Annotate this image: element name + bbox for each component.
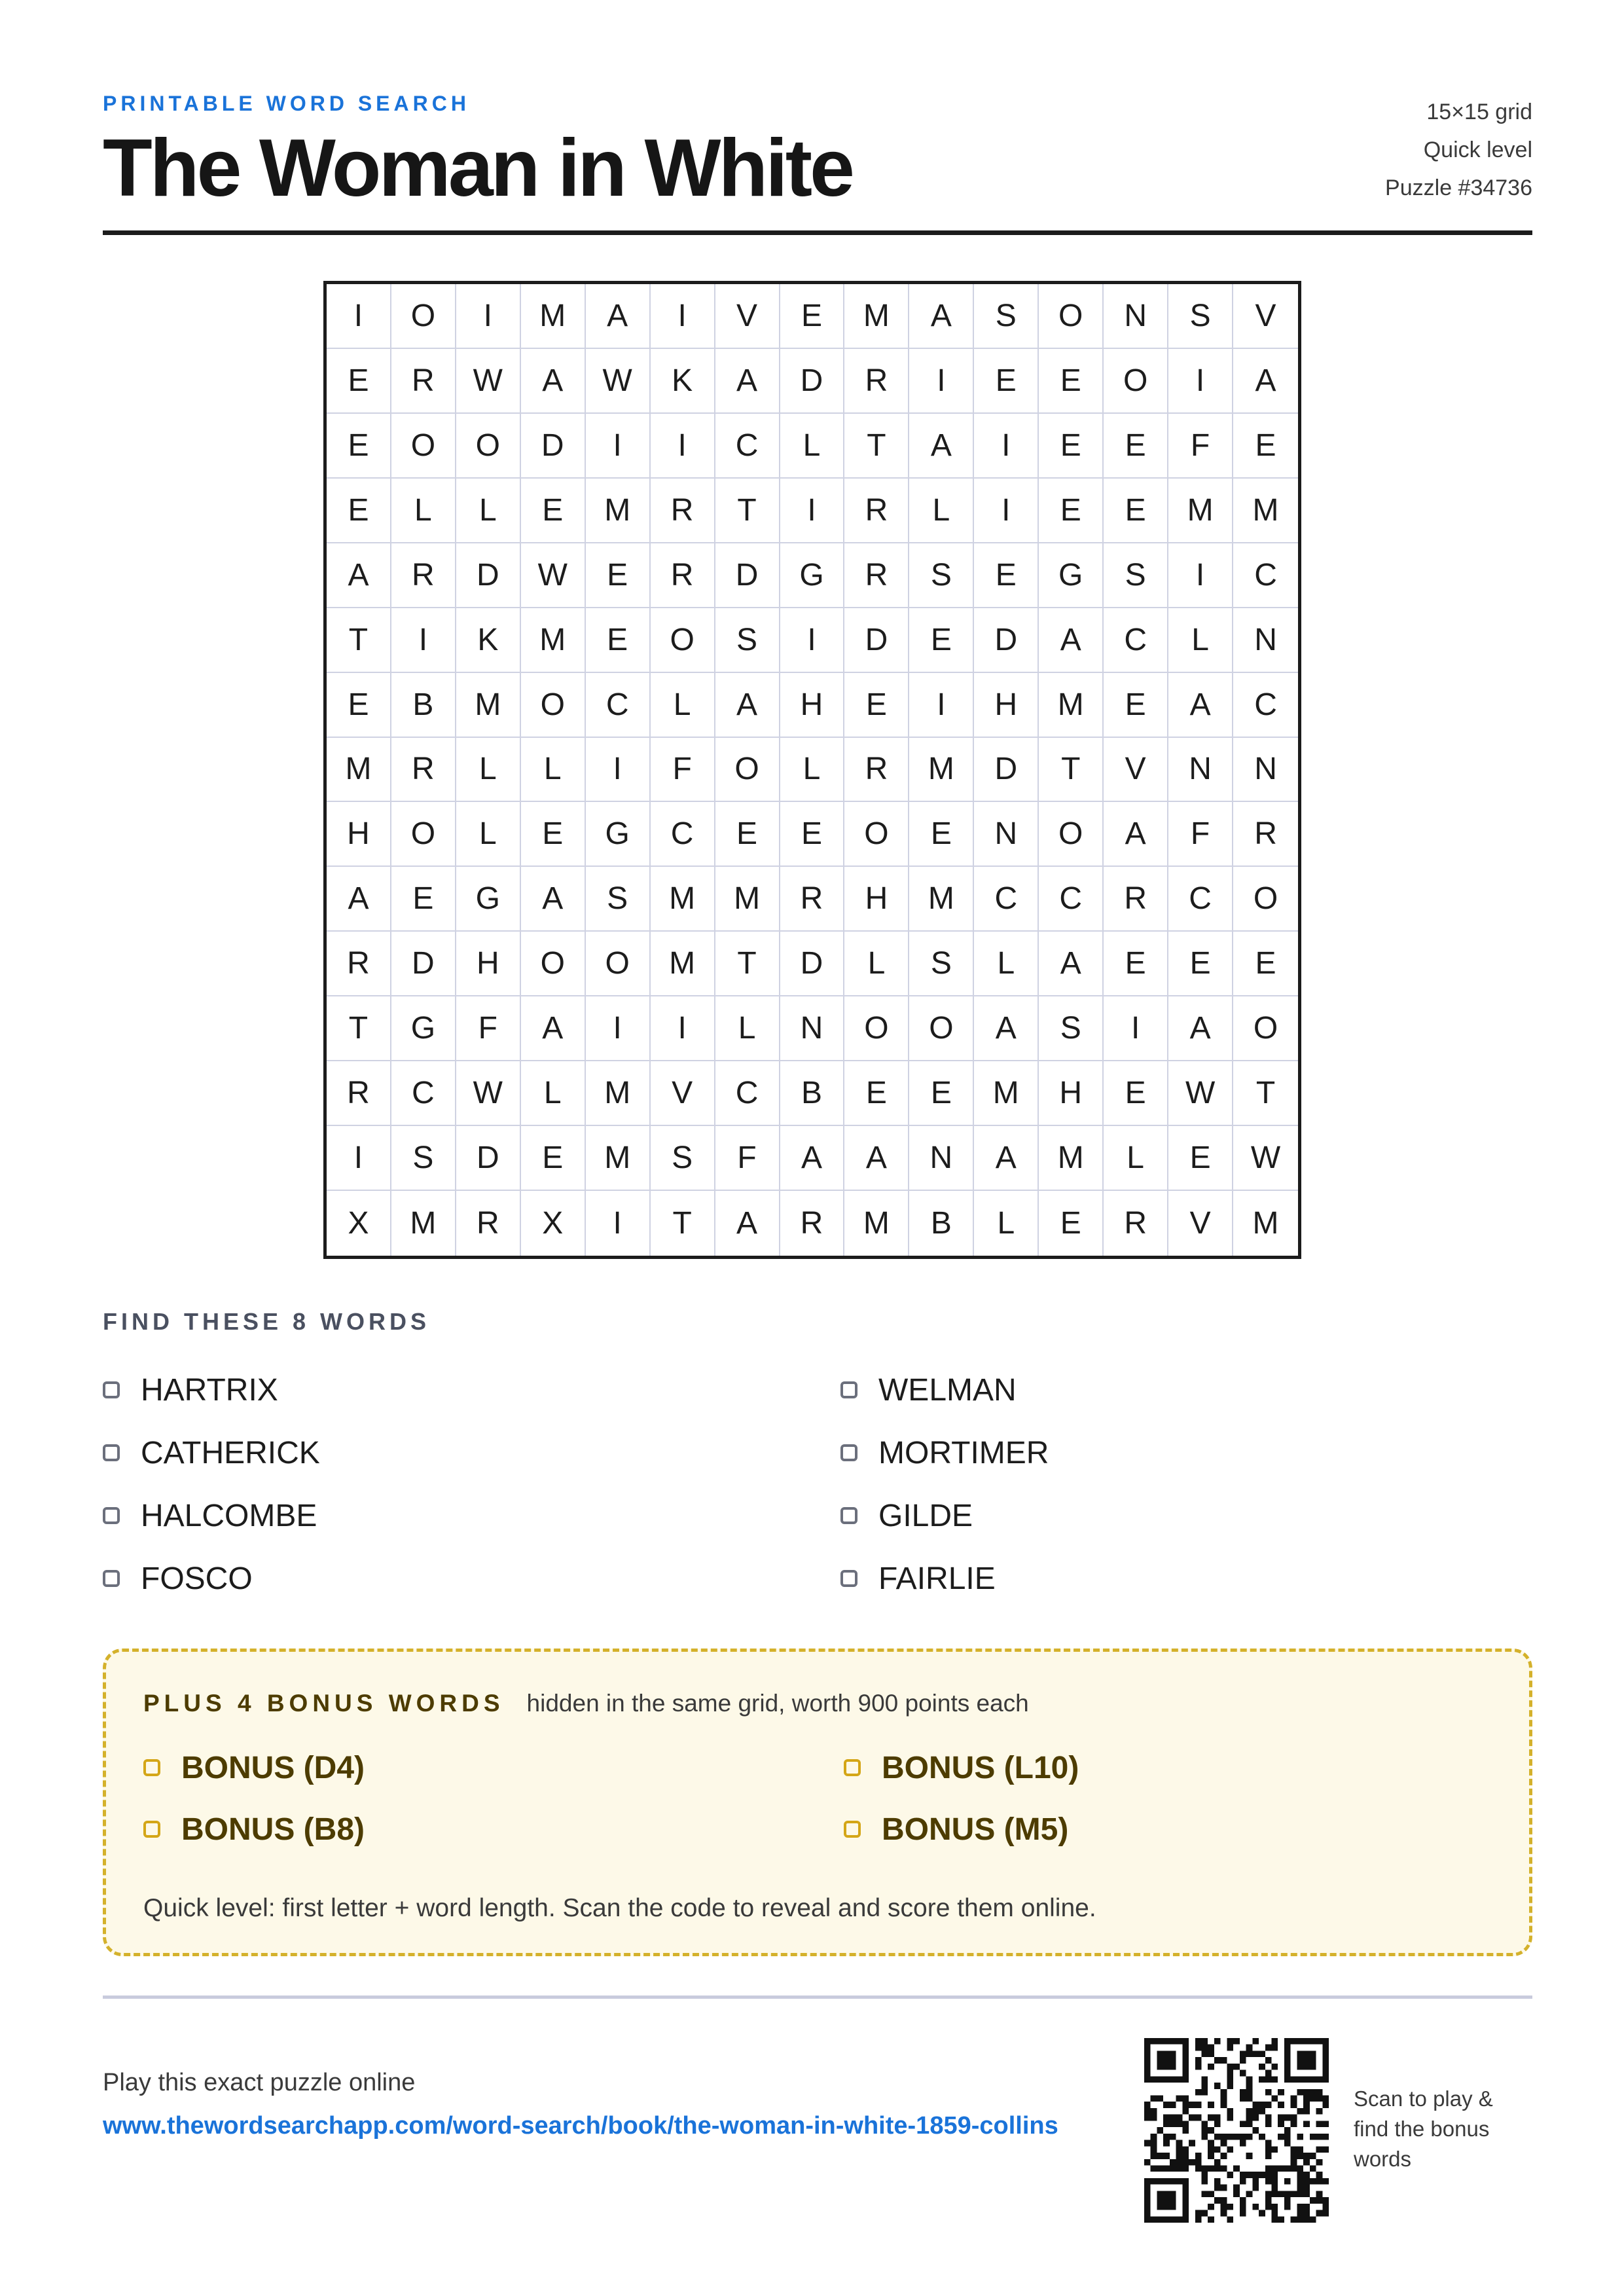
grid-cell[interactable]: M bbox=[586, 1126, 651, 1191]
grid-cell[interactable]: K bbox=[651, 349, 715, 414]
grid-cell[interactable]: M bbox=[521, 608, 586, 673]
page-title: The Woman in White bbox=[103, 123, 852, 213]
grid-cell[interactable]: M bbox=[1252, 1206, 1279, 1241]
grid-cell[interactable]: S bbox=[715, 608, 780, 673]
grid-cell[interactable]: R bbox=[391, 349, 456, 414]
grid-cell[interactable]: E bbox=[974, 349, 1039, 414]
grid-cell[interactable]: C bbox=[1233, 543, 1298, 608]
checkbox-icon[interactable] bbox=[844, 1821, 861, 1838]
word-item[interactable] bbox=[103, 1484, 476, 1547]
word-label: CATHERICK bbox=[141, 1435, 320, 1470]
grid-cell[interactable]: M bbox=[974, 1061, 1039, 1126]
grid-cell[interactable]: A bbox=[1104, 802, 1168, 867]
grid-cell[interactable]: M bbox=[586, 1061, 651, 1126]
grid-cell[interactable]: O bbox=[391, 284, 456, 349]
grid-cell[interactable]: H bbox=[456, 932, 521, 996]
grid-cell[interactable]: O bbox=[1039, 802, 1104, 867]
grid-cell[interactable]: E bbox=[586, 543, 651, 608]
grid-cell[interactable]: E bbox=[1168, 1126, 1233, 1191]
grid-cell[interactable]: R bbox=[391, 543, 456, 608]
grid-cell[interactable]: V bbox=[715, 284, 780, 349]
grid-cell[interactable]: A bbox=[974, 1126, 1039, 1191]
grid-cell[interactable]: L bbox=[715, 996, 780, 1061]
grid-cell[interactable]: H bbox=[1039, 1061, 1104, 1126]
grid-cell[interactable]: E bbox=[327, 479, 391, 543]
checkbox-icon[interactable] bbox=[840, 1507, 857, 1524]
grid-cell[interactable]: D bbox=[780, 349, 845, 414]
grid-cell[interactable]: I bbox=[586, 996, 651, 1061]
grid-cell[interactable]: N bbox=[909, 1126, 974, 1191]
bonus-item[interactable] bbox=[844, 1798, 1367, 1860]
grid-cell[interactable]: M bbox=[1168, 479, 1233, 543]
grid-cell[interactable]: E bbox=[521, 1126, 586, 1191]
word-label: FOSCO bbox=[141, 1561, 253, 1596]
grid-cell[interactable]: L bbox=[909, 479, 974, 543]
grid-cell[interactable]: X bbox=[521, 1191, 586, 1256]
grid-cell[interactable]: O bbox=[909, 996, 974, 1061]
grid-cell[interactable]: R bbox=[844, 349, 909, 414]
grid-cell[interactable]: R bbox=[327, 1061, 391, 1126]
grid-cell[interactable]: O bbox=[521, 932, 586, 996]
grid-cell[interactable]: A bbox=[521, 867, 586, 932]
grid-cell[interactable]: E bbox=[521, 802, 586, 867]
grid-cell[interactable]: R bbox=[1233, 802, 1298, 867]
grid-cell[interactable]: R bbox=[780, 867, 845, 932]
grid-cell[interactable]: L bbox=[521, 738, 586, 803]
play-online-label: Play this exact puzzle online bbox=[103, 2069, 416, 2096]
puzzle-meta bbox=[1385, 93, 1532, 207]
word-item[interactable] bbox=[840, 1421, 1214, 1484]
grid-cell[interactable]: C bbox=[1168, 867, 1233, 932]
grid-cell[interactable]: D bbox=[974, 608, 1039, 673]
grid-cell[interactable]: E bbox=[909, 802, 974, 867]
grid-cell[interactable]: A bbox=[715, 349, 780, 414]
grid-cell[interactable]: F bbox=[715, 1126, 780, 1191]
grid-cell[interactable]: O bbox=[1104, 349, 1168, 414]
grid-cell[interactable]: D bbox=[391, 932, 456, 996]
grid-cell[interactable]: L bbox=[780, 738, 845, 803]
grid-cell[interactable]: O bbox=[456, 414, 521, 479]
grid-cell[interactable]: C bbox=[715, 1061, 780, 1126]
grid-cell[interactable]: T bbox=[844, 414, 909, 479]
bonus-header bbox=[143, 1690, 1029, 1717]
grid-cell[interactable]: O bbox=[844, 802, 909, 867]
grid-cell[interactable]: R bbox=[327, 932, 391, 996]
grid-cell[interactable]: V bbox=[1233, 284, 1298, 349]
grid-cell[interactable]: F bbox=[1168, 802, 1233, 867]
qr-caption: Scan to play & find the bonus words bbox=[1354, 2086, 1493, 2171]
grid-cell[interactable]: E bbox=[521, 479, 586, 543]
grid-cell[interactable]: V bbox=[1168, 1191, 1233, 1256]
grid-cell[interactable]: E bbox=[1104, 1061, 1168, 1126]
grid-cell[interactable]: R bbox=[651, 479, 715, 543]
grid-cell[interactable]: E bbox=[844, 673, 909, 738]
grid-cell[interactable]: E bbox=[844, 1061, 909, 1126]
grid-cell[interactable]: E bbox=[1039, 479, 1104, 543]
grid-cell[interactable]: S bbox=[909, 543, 974, 608]
grid-cell[interactable]: E bbox=[391, 867, 456, 932]
checkbox-icon[interactable] bbox=[143, 1821, 160, 1838]
grid-cell[interactable]: A bbox=[844, 1126, 909, 1191]
grid-cell[interactable]: M bbox=[909, 738, 974, 803]
grid-cell[interactable]: C bbox=[974, 867, 1039, 932]
grid-cell[interactable]: O bbox=[391, 414, 456, 479]
word-label: WELMAN bbox=[878, 1372, 1017, 1408]
grid-cell[interactable]: D bbox=[456, 1126, 521, 1191]
grid-cell[interactable]: E bbox=[1233, 932, 1298, 996]
grid-cell[interactable]: S bbox=[651, 1126, 715, 1191]
checkbox-icon[interactable] bbox=[103, 1507, 120, 1524]
grid-cell[interactable]: E bbox=[1039, 1191, 1104, 1256]
word-item[interactable] bbox=[103, 1421, 476, 1484]
bonus-title: PLUS 4 BONUS WORDS bbox=[143, 1690, 505, 1717]
grid-cell[interactable]: M bbox=[844, 1191, 909, 1256]
grid-cell[interactable]: W bbox=[1233, 1126, 1298, 1191]
word-search-grid[interactable] bbox=[323, 281, 1301, 1259]
grid-cell[interactable]: L bbox=[456, 738, 521, 803]
checkbox-icon[interactable] bbox=[844, 1759, 861, 1776]
grid-cell[interactable]: M bbox=[1039, 1126, 1104, 1191]
grid-cell[interactable]: L bbox=[780, 414, 845, 479]
grid-cell[interactable]: O bbox=[586, 932, 651, 996]
grid-cell[interactable]: R bbox=[1104, 867, 1168, 932]
grid-cell[interactable]: R bbox=[651, 543, 715, 608]
word-list bbox=[103, 1358, 1049, 1610]
checkbox-icon[interactable] bbox=[103, 1381, 120, 1398]
bonus-label: BONUS (D4) bbox=[181, 1750, 365, 1785]
grid-cell[interactable]: C bbox=[586, 673, 651, 738]
grid-cell[interactable]: O bbox=[715, 738, 780, 803]
grid-cell[interactable]: E bbox=[1104, 414, 1168, 479]
grid-cell[interactable]: W bbox=[586, 349, 651, 414]
word-label: HALCOMBE bbox=[141, 1498, 317, 1533]
grid-cell[interactable]: E bbox=[780, 284, 845, 349]
grid-cell[interactable]: I bbox=[909, 349, 974, 414]
grid-cell[interactable]: I bbox=[974, 479, 1039, 543]
grid-cell[interactable]: G bbox=[391, 996, 456, 1061]
word-item[interactable] bbox=[840, 1358, 1214, 1421]
grid-cell[interactable]: A bbox=[909, 284, 974, 349]
grid-cell[interactable]: O bbox=[651, 608, 715, 673]
grid-cell[interactable]: D bbox=[521, 414, 586, 479]
bonus-list bbox=[143, 1737, 1367, 1860]
bonus-panel bbox=[103, 1649, 1532, 1956]
grid-cell[interactable]: S bbox=[1104, 543, 1168, 608]
grid-cell[interactable]: L bbox=[456, 479, 521, 543]
grid-cell[interactable]: F bbox=[651, 738, 715, 803]
grid-cell[interactable]: R bbox=[391, 738, 456, 803]
grid-cell[interactable]: E bbox=[909, 608, 974, 673]
grid-cell[interactable]: O bbox=[1233, 867, 1298, 932]
grid-cell[interactable]: I bbox=[780, 479, 845, 543]
grid-cell[interactable]: E bbox=[1039, 349, 1104, 414]
checkbox-icon[interactable] bbox=[103, 1444, 120, 1461]
grid-cell[interactable]: A bbox=[521, 996, 586, 1061]
grid-cell[interactable]: M bbox=[909, 867, 974, 932]
grid-cell[interactable]: E bbox=[327, 349, 391, 414]
grid-cell[interactable]: A bbox=[715, 673, 780, 738]
grid-cell[interactable]: E bbox=[974, 543, 1039, 608]
word-label: FAIRLIE bbox=[878, 1561, 996, 1596]
grid-cell[interactable]: G bbox=[456, 867, 521, 932]
grid-cell[interactable]: E bbox=[780, 802, 845, 867]
word-label: GILDE bbox=[878, 1498, 973, 1533]
grid-cell[interactable]: T bbox=[715, 479, 780, 543]
grid-cell[interactable]: S bbox=[909, 932, 974, 996]
word-item[interactable] bbox=[103, 1547, 476, 1610]
grid-cell[interactable]: G bbox=[586, 802, 651, 867]
grid-cell[interactable]: S bbox=[974, 284, 1039, 349]
grid-cell[interactable]: I bbox=[651, 284, 715, 349]
grid-cell[interactable]: N bbox=[1104, 284, 1168, 349]
grid-cell[interactable]: E bbox=[1104, 479, 1168, 543]
grid-cell[interactable]: H bbox=[974, 673, 1039, 738]
grid-cell[interactable]: I bbox=[1168, 349, 1233, 414]
grid-cell[interactable]: L bbox=[844, 932, 909, 996]
grid-cell[interactable]: O bbox=[844, 996, 909, 1061]
bonus-label: BONUS (M5) bbox=[882, 1812, 1069, 1847]
grid-cell[interactable]: T bbox=[1039, 738, 1104, 803]
grid-cell[interactable]: L bbox=[391, 479, 456, 543]
grid-cell[interactable]: A bbox=[974, 996, 1039, 1061]
grid-cell[interactable]: M bbox=[1039, 673, 1104, 738]
grid-cell[interactable]: I bbox=[1104, 996, 1168, 1061]
grid-cell[interactable]: E bbox=[586, 608, 651, 673]
grid-cell[interactable]: O bbox=[1039, 284, 1104, 349]
header-divider bbox=[103, 230, 1532, 235]
grid-cell[interactable]: L bbox=[1104, 1126, 1168, 1191]
grid-cell[interactable]: C bbox=[391, 1061, 456, 1126]
bonus-item[interactable] bbox=[844, 1737, 1367, 1798]
grid-cell[interactable]: I bbox=[456, 284, 521, 349]
grid-cell[interactable]: R bbox=[1104, 1191, 1168, 1256]
grid-cell[interactable]: D bbox=[844, 608, 909, 673]
footer-info bbox=[103, 2069, 1085, 2145]
grid-cell[interactable]: E bbox=[1104, 932, 1168, 996]
grid-cell[interactable]: E bbox=[1233, 414, 1298, 479]
grid-cell[interactable]: M bbox=[586, 479, 651, 543]
grid-cell[interactable]: V bbox=[651, 1061, 715, 1126]
grid-cell[interactable]: R bbox=[844, 479, 909, 543]
grid-cell[interactable]: I bbox=[974, 414, 1039, 479]
grid-cell[interactable]: E bbox=[1168, 932, 1233, 996]
grid-size-label: 15×15 grid bbox=[1426, 100, 1532, 124]
grid-cell[interactable]: M bbox=[715, 867, 780, 932]
bonus-note: Quick level: first letter + word length. Scan the code to reveal and score them online. bbox=[143, 1894, 1096, 1922]
grid-cell[interactable]: I bbox=[327, 284, 391, 349]
grid-cell[interactable]: D bbox=[780, 932, 845, 996]
grid-cell[interactable]: D bbox=[715, 543, 780, 608]
grid-cell[interactable]: A bbox=[1039, 608, 1104, 673]
word-item[interactable] bbox=[103, 1358, 476, 1421]
grid-cell[interactable]: T bbox=[327, 608, 391, 673]
puzzle-url-link[interactable]: www.thewordsearchapp.com/word-search/book/the-woman-in-white-1859-collins bbox=[103, 2112, 1058, 2140]
grid-cell[interactable]: A bbox=[586, 284, 651, 349]
grid-cell[interactable]: D bbox=[456, 543, 521, 608]
grid-cell[interactable]: K bbox=[456, 608, 521, 673]
grid-cell[interactable]: I bbox=[651, 414, 715, 479]
grid-cell[interactable]: C bbox=[1104, 608, 1168, 673]
grid-cell[interactable]: M bbox=[651, 867, 715, 932]
checkbox-icon[interactable] bbox=[143, 1759, 160, 1776]
word-label: HARTRIX bbox=[141, 1372, 278, 1408]
grid-cell[interactable]: V bbox=[1104, 738, 1168, 803]
grid-cell[interactable]: E bbox=[1039, 414, 1104, 479]
grid-cell[interactable]: O bbox=[1233, 996, 1298, 1061]
bonus-subtitle: hidden in the same grid, worth 900 points each bbox=[526, 1690, 1029, 1717]
grid-cell[interactable]: I bbox=[586, 414, 651, 479]
grid-cell[interactable]: A bbox=[780, 1126, 845, 1191]
grid-cell[interactable]: W bbox=[1168, 1061, 1233, 1126]
grid-cell[interactable]: A bbox=[715, 1191, 780, 1256]
grid-cell[interactable]: L bbox=[974, 1191, 1039, 1256]
grid-cell[interactable]: I bbox=[391, 608, 456, 673]
grid-cell[interactable]: M bbox=[1233, 479, 1298, 543]
grid-cell[interactable]: C bbox=[715, 414, 780, 479]
grid-cell[interactable]: S bbox=[586, 867, 651, 932]
grid-cell[interactable]: R bbox=[456, 1191, 521, 1256]
word-label: MORTIMER bbox=[878, 1435, 1049, 1470]
grid-cell[interactable]: I bbox=[1168, 543, 1233, 608]
grid-cell[interactable]: F bbox=[1168, 414, 1233, 479]
grid-cell[interactable]: G bbox=[1039, 543, 1104, 608]
grid-cell[interactable]: L bbox=[974, 932, 1039, 996]
level-label: Quick level bbox=[1423, 137, 1532, 162]
word-item[interactable] bbox=[840, 1547, 1214, 1610]
grid-cell[interactable]: B bbox=[391, 673, 456, 738]
grid-cell[interactable]: N bbox=[780, 996, 845, 1061]
bonus-item[interactable] bbox=[143, 1737, 844, 1798]
grid-cell[interactable]: L bbox=[456, 802, 521, 867]
eyebrow-label: PRINTABLE WORD SEARCH bbox=[103, 92, 470, 115]
grid-cell[interactable]: M bbox=[844, 284, 909, 349]
grid-cell[interactable]: A bbox=[1168, 673, 1233, 738]
grid-cell[interactable]: M bbox=[651, 932, 715, 996]
grid-cell[interactable]: T bbox=[651, 1191, 715, 1256]
grid-cell[interactable]: X bbox=[327, 1191, 391, 1256]
grid-cell[interactable]: O bbox=[391, 802, 456, 867]
grid-cell[interactable]: E bbox=[909, 1061, 974, 1126]
grid-cell[interactable]: E bbox=[715, 802, 780, 867]
grid-cell[interactable]: I bbox=[651, 996, 715, 1061]
grid-cell[interactable]: S bbox=[391, 1126, 456, 1191]
grid-cell[interactable]: H bbox=[780, 673, 845, 738]
find-words-heading: FIND THESE 8 WORDS bbox=[103, 1308, 431, 1335]
grid-cell[interactable]: T bbox=[1233, 1061, 1298, 1126]
grid-cell[interactable]: I bbox=[586, 1191, 651, 1256]
grid-cell[interactable]: M bbox=[456, 673, 521, 738]
grid-cell[interactable]: M bbox=[521, 284, 586, 349]
bonus-label: BONUS (B8) bbox=[181, 1812, 365, 1847]
grid-cell[interactable]: A bbox=[327, 867, 391, 932]
grid-cell[interactable]: N bbox=[974, 802, 1039, 867]
grid-cell[interactable]: H bbox=[327, 802, 391, 867]
grid-cell[interactable]: L bbox=[1168, 608, 1233, 673]
grid-cell[interactable]: M bbox=[391, 1191, 456, 1256]
checkbox-icon[interactable] bbox=[840, 1444, 857, 1461]
checkbox-icon[interactable] bbox=[840, 1381, 857, 1398]
grid-cell[interactable]: E bbox=[1104, 673, 1168, 738]
grid-cell[interactable]: N bbox=[1233, 738, 1298, 803]
grid-cell[interactable]: R bbox=[780, 1191, 845, 1256]
grid-cell[interactable]: R bbox=[844, 543, 909, 608]
grid-cell[interactable]: O bbox=[521, 673, 586, 738]
grid-cell[interactable]: T bbox=[327, 996, 391, 1061]
word-item[interactable] bbox=[840, 1484, 1214, 1547]
grid-cell[interactable]: D bbox=[974, 738, 1039, 803]
grid-cell[interactable]: I bbox=[780, 608, 845, 673]
grid-cell[interactable]: W bbox=[456, 349, 521, 414]
grid-cell[interactable]: N bbox=[1168, 738, 1233, 803]
footer-divider bbox=[103, 1995, 1532, 1999]
bonus-item[interactable] bbox=[143, 1798, 844, 1860]
grid-cell[interactable]: B bbox=[780, 1061, 845, 1126]
grid-cell[interactable]: S bbox=[1168, 284, 1233, 349]
bonus-label: BONUS (L10) bbox=[882, 1750, 1079, 1785]
grid-cell[interactable]: A bbox=[327, 543, 391, 608]
grid-cell[interactable]: A bbox=[521, 349, 586, 414]
grid-cell[interactable]: C bbox=[1039, 867, 1104, 932]
grid-cell[interactable]: I bbox=[909, 673, 974, 738]
grid-cell[interactable]: A bbox=[909, 414, 974, 479]
grid-cell[interactable]: B bbox=[909, 1191, 974, 1256]
grid-cell[interactable]: H bbox=[844, 867, 909, 932]
grid-cell[interactable]: C bbox=[651, 802, 715, 867]
grid-cell[interactable]: E bbox=[327, 673, 391, 738]
grid-cell[interactable]: L bbox=[651, 673, 715, 738]
grid-cell[interactable]: N bbox=[1233, 608, 1298, 673]
grid-cell[interactable]: A bbox=[1039, 932, 1104, 996]
grid-cell[interactable]: T bbox=[715, 932, 780, 996]
grid-cell[interactable]: E bbox=[327, 414, 391, 479]
grid-cell[interactable]: G bbox=[780, 543, 845, 608]
grid-cell[interactable]: L bbox=[521, 1061, 586, 1126]
grid-cell[interactable]: I bbox=[586, 738, 651, 803]
grid-cell[interactable]: S bbox=[1039, 996, 1104, 1061]
header-left bbox=[103, 92, 852, 213]
checkbox-icon[interactable] bbox=[103, 1570, 120, 1587]
grid-cell[interactable]: R bbox=[844, 738, 909, 803]
grid-cell[interactable]: W bbox=[521, 543, 586, 608]
grid-cell[interactable]: A bbox=[1233, 349, 1298, 414]
grid-cell[interactable]: W bbox=[456, 1061, 521, 1126]
checkbox-icon[interactable] bbox=[840, 1570, 857, 1587]
grid-cell[interactable]: C bbox=[1233, 673, 1298, 738]
grid-cell[interactable]: A bbox=[1168, 996, 1233, 1061]
puzzle-id-label: Puzzle #34736 bbox=[1385, 175, 1532, 200]
grid-cell[interactable]: F bbox=[456, 996, 521, 1061]
qr-code-icon[interactable] bbox=[1144, 2038, 1329, 2223]
grid-cell[interactable]: I bbox=[327, 1126, 391, 1191]
grid-cell[interactable]: M bbox=[327, 738, 391, 803]
